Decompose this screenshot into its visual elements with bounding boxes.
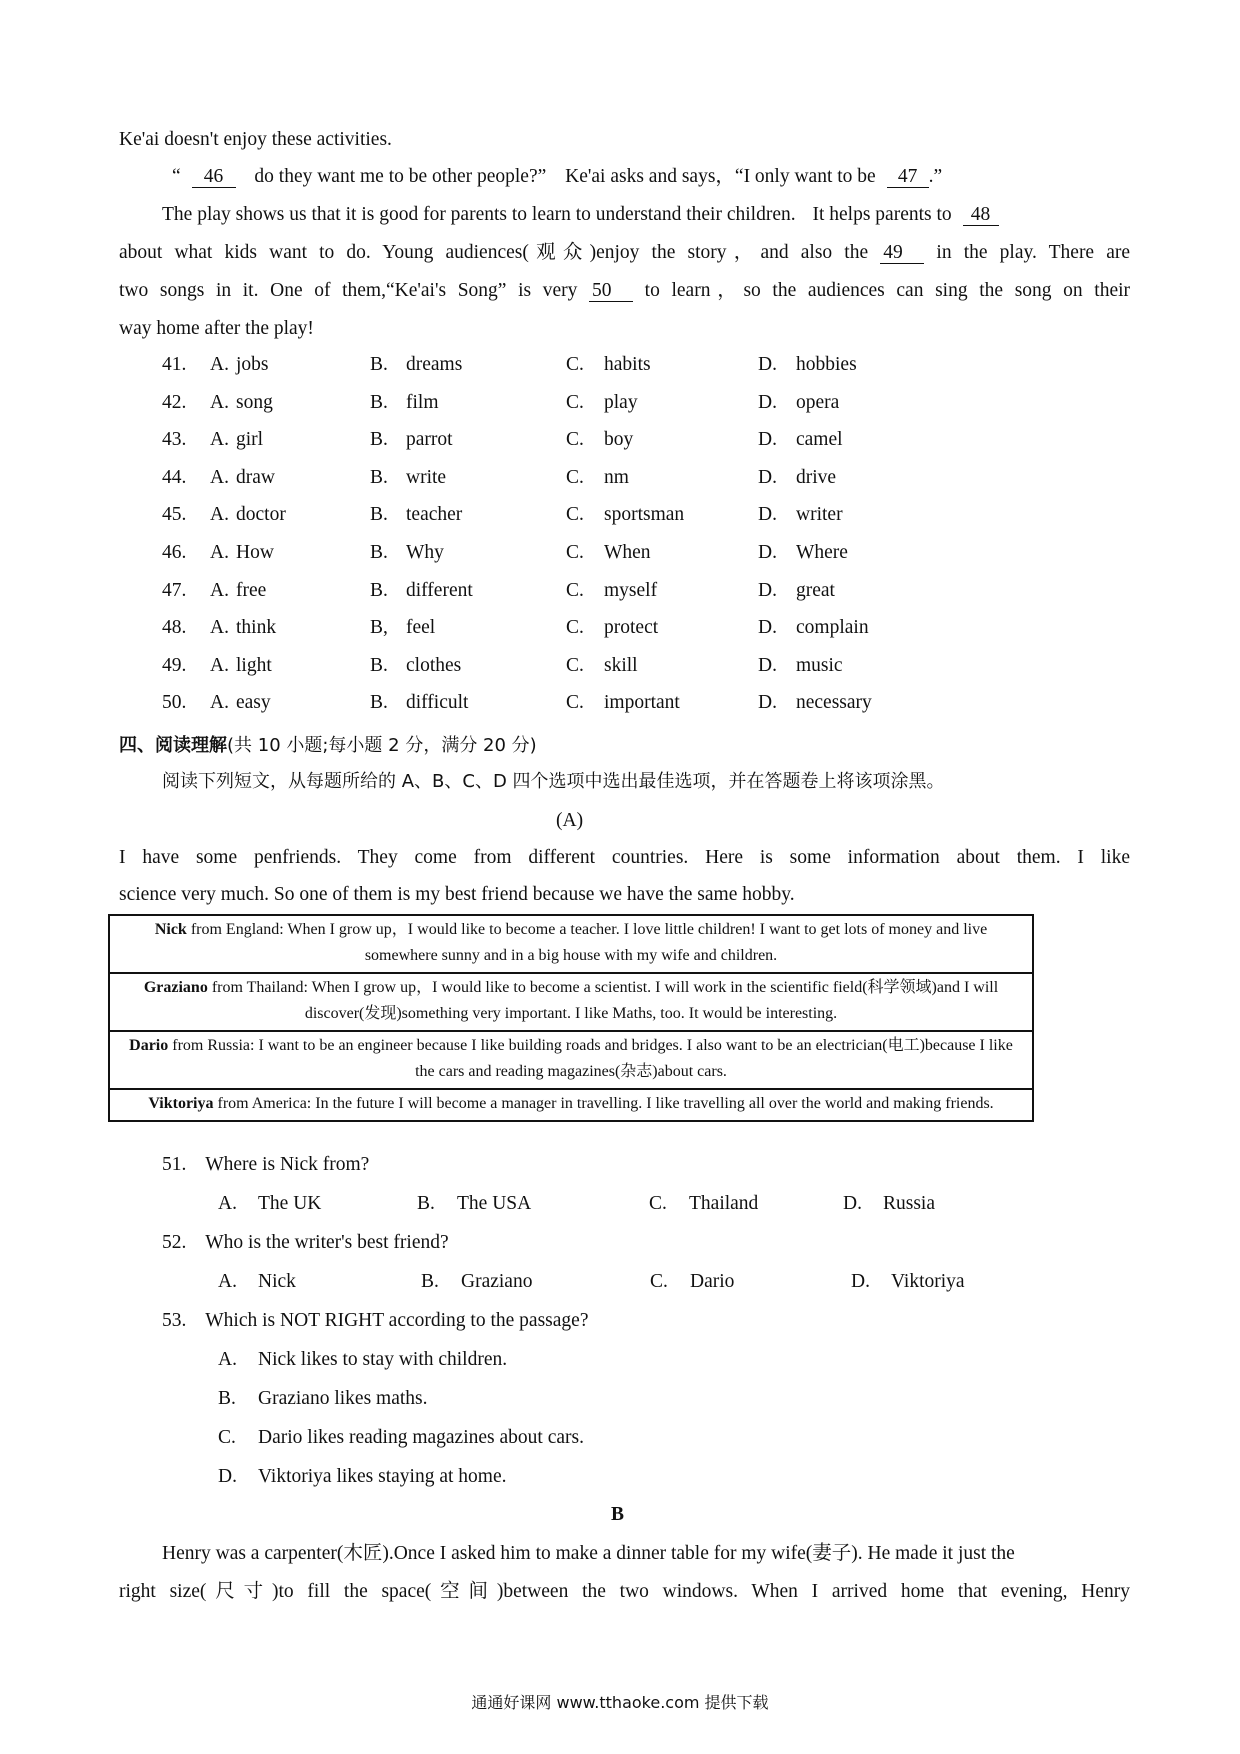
option-letter: D.	[758, 504, 777, 526]
option-letter: D.	[758, 429, 777, 451]
option-letter: D.	[758, 579, 777, 601]
option-letter: B.	[370, 354, 388, 375]
option-text: Russia	[883, 1193, 936, 1214]
part-b-label: B	[611, 1504, 625, 1525]
section-subtitle: (共 10 小题;每小题 2 分，满分 20 分)	[227, 735, 537, 756]
part-b-text: right size(尺寸)to fill the space(空间)between the two windows.	[119, 1581, 738, 1602]
option-letter: C.	[566, 429, 584, 451]
option-text: opera	[796, 391, 840, 413]
option-text: draw	[236, 466, 275, 488]
option-text: The UK	[258, 1193, 322, 1214]
option-letter: B.	[417, 1193, 435, 1214]
option-letter: D.	[758, 391, 777, 413]
cloze-question-number: 50.	[162, 692, 187, 714]
cloze-question-number: 49.	[162, 654, 187, 676]
option-letter: A.	[218, 1193, 237, 1214]
option-letter: C.	[566, 354, 584, 375]
penfriend-name: Viktoriya	[148, 1095, 214, 1112]
option-text: Viktoriya	[891, 1271, 965, 1292]
option-letter: B.	[370, 504, 388, 526]
option-text: dreams	[406, 354, 463, 375]
penfriend-cell	[109, 973, 1033, 1031]
option-text: Why	[406, 542, 444, 563]
option-letter: B.	[370, 542, 388, 563]
option-text: music	[796, 654, 843, 676]
penfriend-name: Nick	[154, 921, 187, 938]
option-text: drive	[796, 466, 837, 488]
option-letter: A.	[218, 1271, 237, 1292]
option-text: camel	[796, 429, 843, 451]
passage-line	[119, 243, 1130, 264]
part-b-text: Henry	[1081, 1581, 1131, 1602]
cloze-question-number: 41.	[162, 354, 187, 375]
option-text: light	[236, 654, 272, 676]
option-letter: C.	[650, 1271, 668, 1292]
passage-line	[162, 205, 999, 226]
passage-text: Ke'ai doesn't enjoy these activities.	[119, 129, 392, 150]
question-number: 53.	[162, 1310, 187, 1331]
cloze-question-number: 48.	[162, 617, 187, 639]
intro-text: I have some penfriends.	[119, 847, 342, 868]
penfriend-row	[109, 915, 1033, 973]
option-text: complain	[796, 617, 869, 639]
option-letter: B.	[421, 1271, 439, 1292]
passage-text: One of them,“Ke'ai's Song”	[270, 280, 507, 301]
option-letter: A.	[210, 542, 229, 563]
option-letter: A.	[218, 1349, 237, 1370]
option-letter: D.	[758, 354, 777, 375]
passage-text: is very	[518, 280, 578, 301]
option-letter: D.	[758, 466, 777, 488]
option-text: write	[406, 466, 447, 488]
option-letter: D.	[843, 1193, 862, 1214]
option-text: doctor	[236, 504, 286, 526]
blank-50: 50	[589, 281, 633, 302]
passage-text: It helps parents to	[812, 204, 952, 225]
penfriend-text: from England: When I grow up，I would like to become a teacher. I love little children! I want to get lots of money and live somewhere sunny and in a big house with my wife and children.	[186, 921, 988, 964]
part-b-line	[119, 1582, 1130, 1602]
intro-text: They come from different countries.	[357, 847, 689, 868]
penfriend-row	[109, 973, 1033, 1031]
option-text: Thailand	[689, 1193, 759, 1214]
penfriend-row	[109, 1031, 1033, 1089]
option-text: Where	[796, 542, 848, 563]
option-letter: C.	[649, 1193, 667, 1214]
option-letter: C.	[566, 617, 584, 639]
option-text: parrot	[406, 429, 453, 451]
penfriend-cell	[109, 1031, 1033, 1089]
option-text: film	[406, 391, 439, 413]
option-letter: A.	[210, 466, 229, 488]
blank-46: 46	[192, 167, 236, 188]
option-letter: C.	[566, 654, 584, 676]
penfriend-name: Graziano	[143, 979, 208, 996]
intro-text: Here is some information about them. I like	[705, 847, 1130, 868]
option-letter: A.	[210, 504, 229, 526]
option-letter: B.	[370, 579, 388, 601]
passage-text: “	[172, 166, 181, 187]
question-stem: Where is Nick from?	[205, 1154, 370, 1175]
page-footer: 通通好课网 www.tthaoke.com 提供下载	[471, 1693, 769, 1712]
option-letter: A.	[210, 692, 229, 714]
option-letter: A.	[210, 617, 229, 639]
option-text: The USA	[457, 1193, 532, 1214]
option-text: boy	[604, 429, 634, 451]
option-letter: C.	[566, 504, 584, 526]
question-stem: Which is NOT RIGHT according to the passage?	[205, 1310, 589, 1331]
blank-48: 48	[963, 205, 999, 226]
option-text: How	[236, 542, 274, 563]
cloze-question-number: 45.	[162, 504, 187, 526]
option-letter: D.	[758, 654, 777, 676]
option-text: Dario likes reading magazines about cars.	[258, 1427, 584, 1448]
option-letter: B.	[370, 391, 388, 413]
option-letter: D.	[218, 1466, 237, 1487]
part-b-line: Henry was a carpenter(木匠).Once I asked him to make a dinner table for my wife(妻子). He made it just the	[162, 1543, 1015, 1564]
question-number: 51.	[162, 1154, 187, 1175]
section-heading	[119, 736, 537, 756]
option-text: clothes	[406, 654, 462, 676]
option-letter: A.	[210, 579, 229, 601]
passage-line	[119, 281, 1130, 302]
option-letter: B.	[370, 429, 388, 451]
passage-line	[119, 130, 392, 150]
passage-text: do they want me to be other people?”	[254, 166, 547, 187]
penfriend-name: Dario	[129, 1037, 169, 1054]
passage-text: The play shows us that it is good for parents to learn to understand their children.	[162, 204, 796, 225]
option-text: easy	[236, 692, 271, 714]
question-stem: Who is the writer's best friend?	[205, 1232, 449, 1253]
penfriend-text: from Thailand: When I grow up，I would like to become a scientist. I will work in the scientific field(科学领域)and I will discover(发现)something very important. I like Maths, too. It would be interesting.	[207, 979, 999, 1022]
option-letter: C.	[566, 692, 584, 714]
option-text: writer	[796, 504, 843, 526]
option-letter: B,	[370, 617, 388, 639]
option-text: protect	[604, 617, 659, 639]
option-text: habits	[604, 354, 651, 375]
option-text: feel	[406, 617, 436, 639]
option-letter: B.	[370, 654, 388, 676]
section-instruction: 阅读下列短文，从每题所给的 A、B、C、D 四个选项中选出最佳选项，并在答题卷上将该项涂黑。	[162, 771, 945, 792]
passage-text: way home after the play!	[119, 318, 314, 339]
part-label: (A)	[556, 810, 584, 831]
option-letter: C.	[566, 466, 584, 488]
option-letter: A.	[210, 654, 229, 676]
penfriend-text: from America: In the future I will become a manager in travelling. I like travelling all over the world and making friends.	[213, 1095, 994, 1112]
passage-text: two songs in it.	[119, 280, 259, 301]
penfriends-table	[108, 914, 1034, 1122]
option-letter: D.	[851, 1271, 870, 1292]
option-text: think	[236, 617, 277, 639]
penfriend-cell	[109, 915, 1033, 973]
penfriend-cell	[109, 1089, 1033, 1121]
cloze-question-number: 46.	[162, 542, 187, 563]
intro-line	[119, 848, 1130, 868]
option-letter: B.	[218, 1388, 236, 1409]
cloze-question-number: 47.	[162, 579, 187, 601]
intro-line: science very much. So one of them is my best friend because we have the same hobby.	[119, 884, 795, 905]
passage-text: There are	[1048, 242, 1131, 263]
option-letter: C.	[566, 542, 584, 563]
question-53	[162, 1311, 588, 1331]
option-text: nm	[604, 466, 629, 488]
option-text: Viktoriya likes staying at home.	[258, 1466, 507, 1487]
option-text: Nick	[258, 1271, 296, 1292]
option-text: Graziano likes maths.	[258, 1388, 428, 1409]
option-letter: B.	[370, 466, 388, 488]
option-text: necessary	[796, 692, 872, 714]
question-51	[162, 1155, 369, 1175]
option-text: skill	[604, 654, 638, 676]
option-letter: C.	[566, 391, 584, 413]
option-text: play	[604, 391, 638, 413]
option-text: song	[236, 391, 273, 413]
option-text: sportsman	[604, 504, 685, 526]
option-letter: A.	[210, 391, 229, 413]
option-text: girl	[236, 429, 264, 451]
passage-line	[119, 319, 314, 339]
cloze-question-number: 42.	[162, 391, 187, 413]
option-text: different	[406, 579, 473, 601]
cloze-question-number: 43.	[162, 429, 187, 451]
option-text: jobs	[236, 354, 269, 375]
passage-text: Ke'ai asks and says，“I only want to be	[565, 166, 876, 187]
passage-line	[172, 167, 942, 188]
option-text: free	[236, 579, 267, 601]
option-letter: C.	[566, 579, 584, 601]
penfriend-row	[109, 1089, 1033, 1121]
option-letter: D.	[758, 692, 777, 714]
question-number: 52.	[162, 1232, 187, 1253]
option-text: Dario	[690, 1271, 735, 1292]
passage-text: in the play.	[936, 242, 1037, 263]
option-letter: A.	[210, 429, 229, 451]
passage-text: about what kids want to do. Young audiences(观众)enjoy the story，and also the	[119, 242, 869, 263]
passage-text: to learn，so the audiences can sing the song on their	[644, 280, 1131, 301]
option-text: When	[604, 542, 651, 563]
passage-text: .”	[928, 166, 943, 187]
option-letter: D.	[758, 542, 777, 563]
part-b-text: When I arrived home that evening,	[751, 1581, 1068, 1602]
option-text: difficult	[406, 692, 469, 714]
blank-47: 47	[887, 167, 929, 188]
option-letter: A.	[210, 354, 229, 375]
option-letter: B.	[370, 692, 388, 714]
option-text: hobbies	[796, 354, 857, 375]
section-title: 四、阅读理解	[119, 735, 227, 756]
option-text: teacher	[406, 504, 463, 526]
option-text: myself	[604, 579, 658, 601]
option-text: Graziano	[461, 1271, 533, 1292]
option-letter: C.	[218, 1427, 236, 1448]
option-text: great	[796, 579, 835, 601]
option-text: Nick likes to stay with children.	[258, 1349, 508, 1370]
cloze-question-number: 44.	[162, 466, 187, 488]
option-text: important	[604, 692, 680, 714]
penfriend-text: from Russia: I want to be an engineer because I like building roads and bridges. I also want to be an electrician(电工)because I like the cars and reading magazines(杂志)about cars.	[168, 1037, 1013, 1080]
option-letter: D.	[758, 617, 777, 639]
blank-49: 49	[880, 243, 924, 264]
question-52	[162, 1233, 449, 1253]
